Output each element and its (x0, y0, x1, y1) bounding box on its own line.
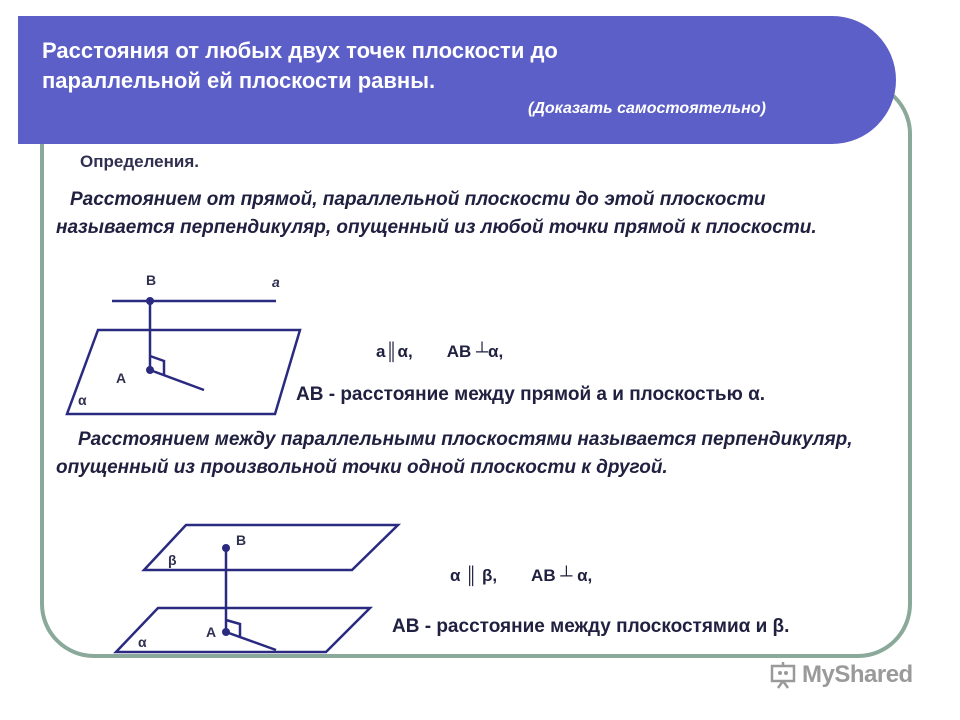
label-alpha-2: α (138, 634, 147, 650)
definition-line-to-plane: Расстоянием от прямой, параллельной плоскости до этой плоскости называется перпендикуляр, опущенный из любой точки прямой к плоскости. (56, 189, 817, 238)
point-a-2 (222, 628, 230, 636)
label-a: A (116, 370, 127, 386)
label-alpha: α (78, 392, 87, 408)
label-beta: β (168, 552, 177, 568)
plane-beta (144, 525, 398, 570)
relation-perpendicular: AB ┴α, (446, 342, 504, 361)
relation-parallel: a║α, (376, 342, 413, 361)
label-b-2: B (236, 532, 247, 548)
definition-plane-to-plane: Расстоянием между параллельными плоскостями называется перпендикуляр, опущенный из произвольной точки одной плоскости к другой. (56, 429, 853, 478)
watermark (768, 658, 913, 692)
definitions-heading: Определения. (80, 152, 199, 171)
result-planes: АВ - расстояние между плоскостямиα и β. (392, 616, 790, 637)
relation-planes-parallel: α ║ β, (450, 566, 498, 585)
plane-line-2 (226, 632, 276, 650)
title-line-1: Расстояния от любых двух точек плоскости до (42, 38, 558, 63)
result-line-plane: АВ - расстояние между прямой а и плоскостью α. (296, 384, 766, 405)
label-line-a: a (272, 274, 280, 290)
label-a-2: A (206, 624, 217, 640)
plane-alpha-2 (116, 608, 370, 652)
watermark-text: MyShared (802, 661, 913, 688)
relation-planes-perpendicular: AB ┴ α, (531, 566, 593, 585)
proof-note: (Доказать самостоятельно) (528, 100, 766, 117)
label-b: B (146, 272, 157, 288)
point-b-2 (222, 544, 230, 552)
relation-planes (450, 566, 592, 586)
presentation-icon (768, 660, 798, 690)
title-line-2: параллельной ей плоскости равны. (42, 68, 436, 93)
